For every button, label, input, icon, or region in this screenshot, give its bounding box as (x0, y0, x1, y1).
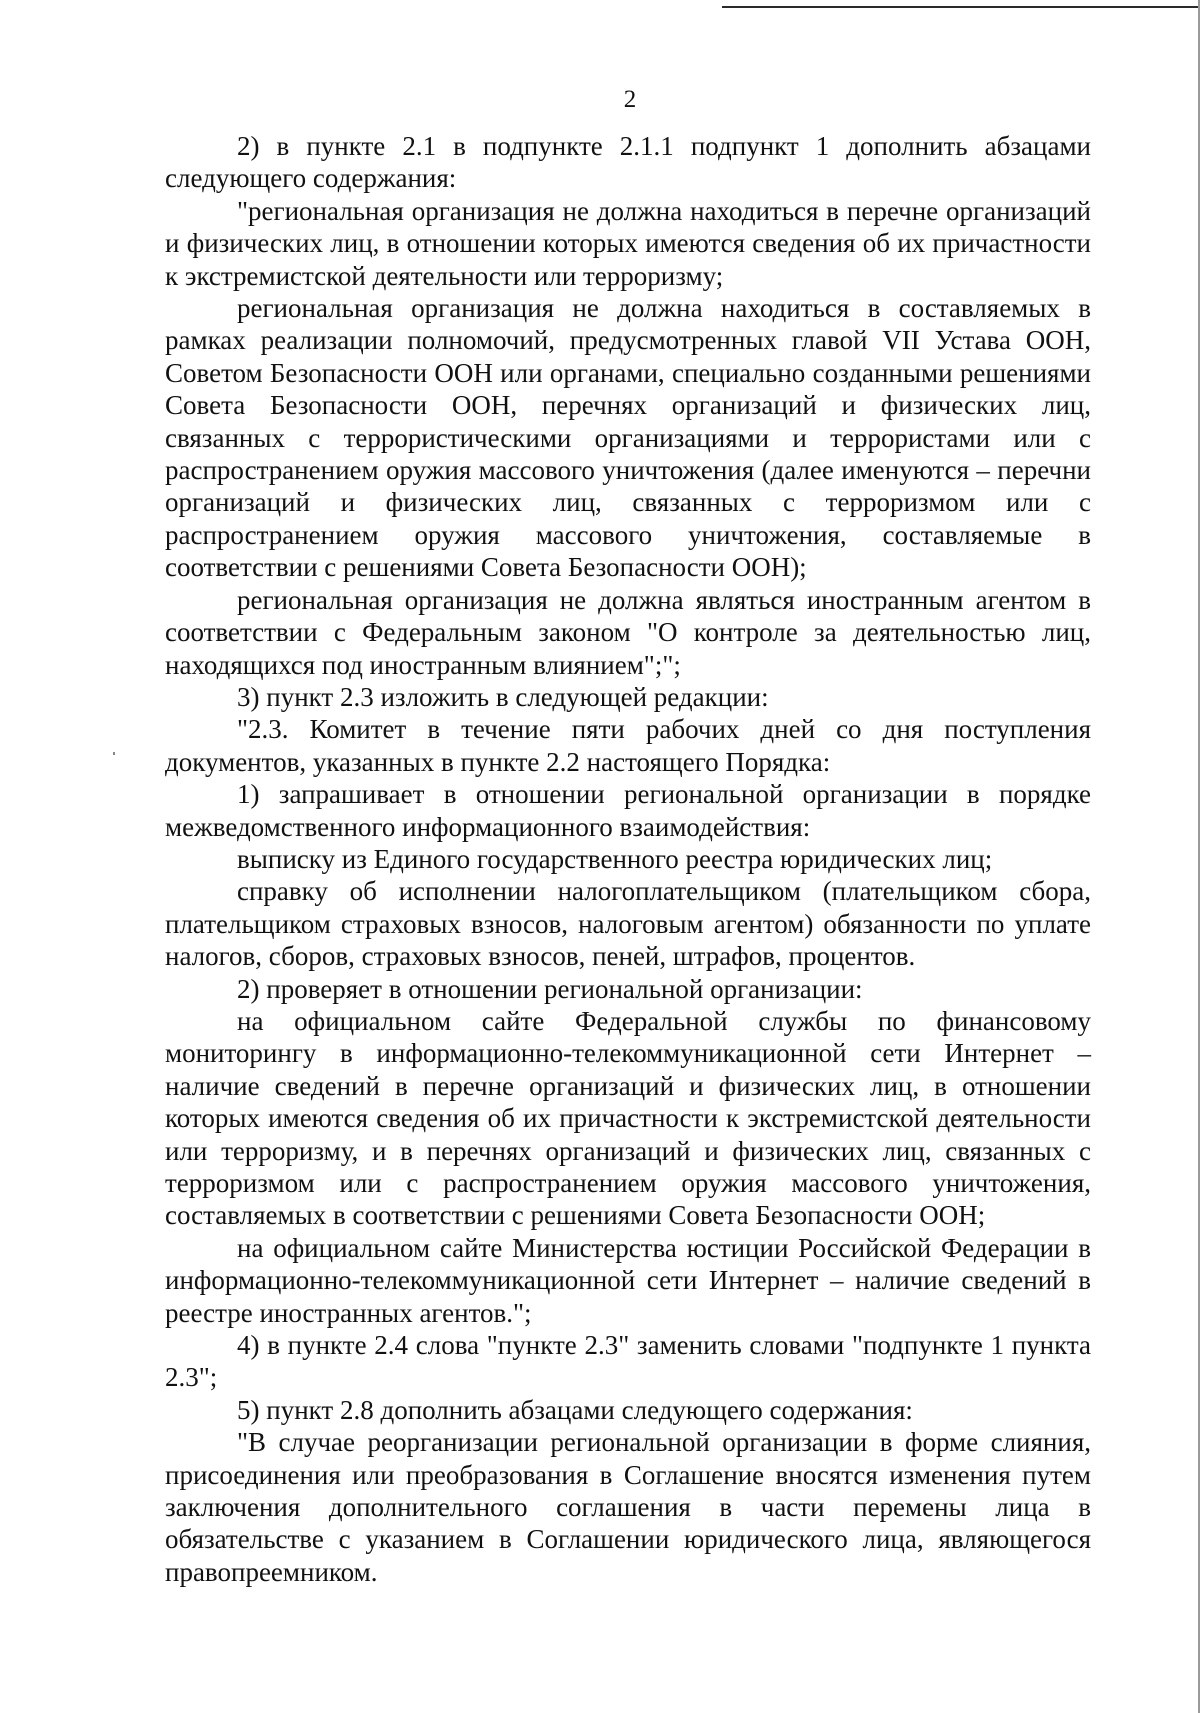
paragraph-minjust-check: на официальном сайте Министерства юстиции Российской Федерации в информационно-телекоммуникационной сети Интернет – наличие сведений в реестре иностранных агентов."; (165, 1232, 1091, 1328)
scan-speck (113, 752, 115, 755)
page-number: 2 (623, 86, 637, 113)
paragraph-item-5: 5) пункт 2.8 дополнить абзацами следующего содержания: (237, 1394, 913, 1425)
paragraph-rosfinmonitoring-check: на официальном сайте Федеральной службы по финансовому мониторингу в информационно-телекоммуникационной сети Интернет – наличие сведений в перечне организаций и физических лиц, в отношении которых имеются сведения об их причастности к экстремистской деятельности или терроризму, и в перечнях организаций и физических лиц, связанных с терроризмом или с распространением оружия массового уничтожения, составляемых в соответствии с решениями Совета Безопасности ООН; (165, 1005, 1091, 1231)
paragraph-item-2: 2) в пункте 2.1 в подпункте 2.1.1 подпункт 1 дополнить абзацами следующего содержания: (165, 131, 1091, 194)
paragraph-un-lists: региональная организация не должна находиться в составляемых в рамках реализации полномочий, предусмотренных главой VII Устава ООН, Советом Безопасности ООН или органами, специально созданными решениями Совета Безопасности ООН, перечнях организаций и физических лиц, связанных с террористическими организациями и террористами или с распространением оружия массового уничтожения (далее именуются – перечни организаций и физических лиц, связанных с терроризмом или с распространением оружия массового уничтожения, составляемые в соответствии с решениями Совета Безопасности ООН); (165, 293, 1091, 583)
scan-edge-top (722, 6, 1200, 8)
paragraph-subitem-1-requests: 1) запрашивает в отношении региональной организации в порядке межведомственного информационного взаимодействия: (165, 779, 1091, 842)
paragraph-reorganization: "В случае реорганизации региональной организации в форме слияния, присоединения или преобразования в Соглашение вносятся изменения путем заключения дополнительного соглашения в части перемены лица в обязательстве с указанием в Соглашении юридического лица, являющегося правопреемником. (165, 1427, 1091, 1587)
paragraph-egrul-extract: выписку из Единого государственного реестра юридических лиц; (237, 843, 993, 874)
paragraph-item-4: 4) в пункте 2.4 слова "пункте 2.3" заменить словами "подпункте 1 пункта 2.3"; (165, 1330, 1091, 1393)
paragraph-subitem-2-checks: 2) проверяет в отношении региональной организации: (237, 973, 863, 1004)
paragraph-extremism-list: "региональная организация не должна находиться в перечне организаций и физических лиц, в отношении которых имеются сведения об их причастности к экстремистской деятельности или терроризму; (165, 195, 1091, 291)
paragraph-tax-certificate: справку об исполнении налогоплательщиком (плательщиком сбора, плательщиком страховых взносов, налоговым агентом) обязанности по уплате налогов, сборов, страховых взносов, пеней, штрафов, процентов. (165, 876, 1091, 972)
paragraph-foreign-agent: региональная организация не должна являться иностранным агентом в соответствии с Федеральным законом "О контроле за деятельностью лиц, находящихся под иностранным влиянием";"; (165, 584, 1091, 680)
paragraph-item-3: 3) пункт 2.3 изложить в следующей редакции: (237, 681, 769, 712)
document-body (165, 130, 1091, 1588)
paragraph-clause-2-3: "2.3. Комитет в течение пяти рабочих дней со дня поступления документов, указанных в пункте 2.2 настоящего Порядка: (165, 714, 1091, 777)
